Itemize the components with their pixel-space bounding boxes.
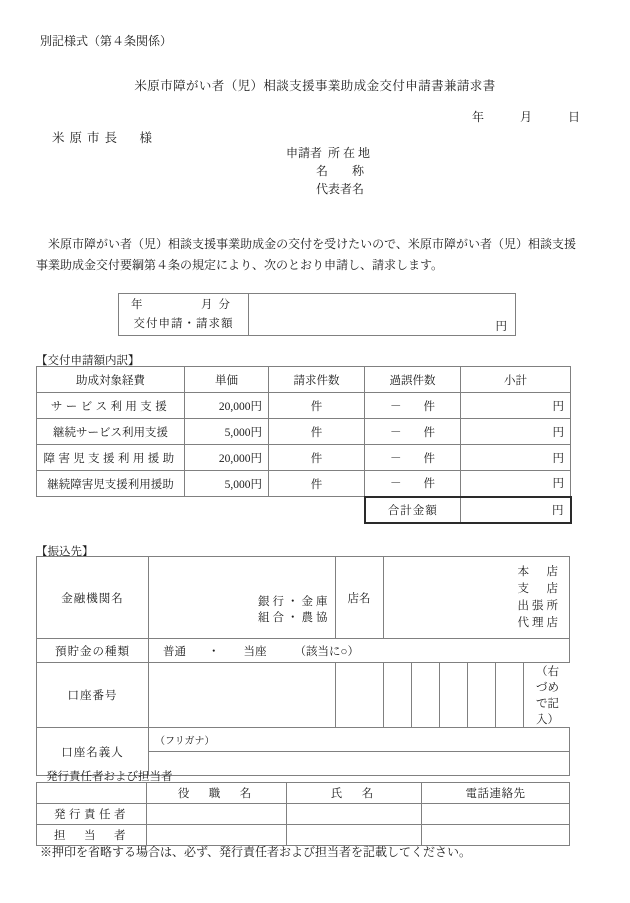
account-number-label: 口座番号 <box>37 663 149 728</box>
applicant-row-representative <box>286 180 370 198</box>
amount-request-label-line2: 交付申請・請求額 <box>133 317 234 330</box>
table-row-total <box>37 497 571 523</box>
issuer-col-name: 氏 名 <box>287 783 422 804</box>
bank-branch-kind-2: 出張所 <box>517 599 561 612</box>
breakdown-subtotal-unit-1: 円 <box>552 426 564 439</box>
breakdown-error-0[interactable] <box>365 393 461 419</box>
table-row <box>119 294 516 336</box>
breakdown-error-unit-0: 件 <box>423 400 435 413</box>
issuer-row-label-1: 担 当 者 <box>37 825 147 846</box>
applicant-representative-label: 代表者名 <box>316 182 365 196</box>
account-holder-label: 口座名義人 <box>37 728 149 776</box>
breakdown-price-2: 20,000円 <box>185 445 269 471</box>
issuer-col-tel: 電話連絡先 <box>422 783 570 804</box>
breakdown-subtotal-3[interactable] <box>461 471 571 497</box>
footnote: ※押印を省略する場合は、必ず、発行責任者および担当者を記載してください。 <box>40 845 472 859</box>
breakdown-claim-unit-2: 件 <box>310 452 323 465</box>
bank-branch-value-cell[interactable] <box>383 557 570 639</box>
bank-kinds-line2: 組合・農協 <box>258 611 331 624</box>
breakdown-claim-0[interactable] <box>269 393 365 419</box>
account-digit-2[interactable] <box>384 663 412 727</box>
amount-request-value-cell[interactable] <box>249 294 516 336</box>
breakdown-col-item: 助成対象経費 <box>37 367 185 393</box>
breakdown-table <box>36 366 572 524</box>
bank-table <box>36 556 570 776</box>
document-title: 米原市障がい者（児）相談支援事業助成金交付申請書兼請求書 <box>134 79 496 93</box>
breakdown-item-1: 継続サービス利用支援 <box>37 419 185 445</box>
bank-branch-kind-0: 本 店 <box>517 565 561 578</box>
issuer-col-post: 役 職 名 <box>147 783 287 804</box>
account-digit-1[interactable] <box>335 663 383 728</box>
breakdown-claim-3[interactable] <box>269 471 365 497</box>
account-digit-4[interactable] <box>440 663 468 727</box>
issuer-name-0[interactable] <box>287 804 422 825</box>
breakdown-col-error: 過誤件数 <box>365 367 461 393</box>
account-digits-group <box>383 663 570 728</box>
furigana-label: （フリガナ） <box>155 736 215 747</box>
breakdown-subtotal-0[interactable] <box>461 393 571 419</box>
account-digit-3[interactable] <box>412 663 440 727</box>
bank-institution-value-cell[interactable] <box>149 557 336 639</box>
breakdown-error-dash-1: － <box>390 426 402 439</box>
deposit-option-current[interactable]: 当座 <box>243 645 267 658</box>
deposit-option-ordinary[interactable]: 普通 <box>163 645 186 658</box>
breakdown-error-2[interactable] <box>365 445 461 471</box>
table-row <box>37 419 571 445</box>
breakdown-subtotal-2[interactable] <box>461 445 571 471</box>
breakdown-total-unit: 円 <box>552 504 564 517</box>
deposit-note: （該当に○） <box>294 645 359 658</box>
applicant-block <box>286 144 370 198</box>
table-row <box>37 728 570 752</box>
amount-request-label-line1: 年 月分 <box>131 298 236 311</box>
issuer-post-0[interactable] <box>147 804 287 825</box>
account-digit-6[interactable] <box>496 663 524 727</box>
applicant-address-label: 所 在 地 <box>328 146 371 160</box>
bank-institution-label: 金融機関名 <box>37 557 149 639</box>
body-paragraph-text: 米原市障がい者（児）相談支援事業助成金の交付を受けたいので、米原市障がい者（児）相談支援事業助成金交付要綱第４条の規定により、次のとおり申請し、請求します。 <box>36 237 576 272</box>
addressee: 米原市長 様 <box>52 131 158 145</box>
table-row <box>37 804 570 825</box>
deposit-type-options[interactable] <box>149 639 570 663</box>
table-header-row <box>37 367 571 393</box>
table-row <box>37 557 570 639</box>
issuer-table <box>36 782 570 846</box>
account-digit-0[interactable] <box>149 663 336 728</box>
breakdown-subtotal-unit-0: 円 <box>552 400 564 413</box>
account-digits-row <box>384 663 570 727</box>
breakdown-error-unit-1: 件 <box>423 426 435 439</box>
amount-request-table <box>118 293 516 336</box>
breakdown-col-price: 単価 <box>185 367 269 393</box>
issuer-tel-0[interactable] <box>422 804 570 825</box>
date-line: 年 月 日 <box>471 110 580 124</box>
breakdown-price-3: 5,000円 <box>185 471 269 497</box>
breakdown-claim-2[interactable] <box>269 445 365 471</box>
breakdown-item-0: サービス利用支援 <box>37 393 185 419</box>
breakdown-subtotal-unit-3: 円 <box>552 478 564 491</box>
breakdown-error-3[interactable] <box>365 471 461 497</box>
bank-caption: 【振込先】 <box>36 546 94 558</box>
breakdown-error-dash-3: － <box>390 478 402 491</box>
breakdown-col-subtotal: 小計 <box>461 367 571 393</box>
breakdown-error-dash-2: － <box>390 452 402 465</box>
table-row <box>37 663 570 728</box>
breakdown-error-dash-0: － <box>390 400 402 413</box>
breakdown-error-unit-2: 件 <box>423 452 435 465</box>
deposit-separator: ・ <box>208 645 220 658</box>
form-code: 別記様式（第４条関係） <box>40 34 173 48</box>
breakdown-claim-1[interactable] <box>269 419 365 445</box>
bank-branch-label: 店名 <box>335 557 383 639</box>
table-row <box>37 393 571 419</box>
bank-branch-kind-3: 代理店 <box>517 616 561 629</box>
breakdown-price-0: 20,000円 <box>185 393 269 419</box>
table-row <box>37 471 571 497</box>
applicant-name-label: 名 称 <box>316 164 365 178</box>
breakdown-total-spacer-2 <box>185 497 269 523</box>
applicant-row-name <box>286 162 370 180</box>
table-row <box>37 639 570 663</box>
breakdown-price-1: 5,000円 <box>185 419 269 445</box>
body-paragraph <box>36 234 576 276</box>
breakdown-subtotal-unit-2: 円 <box>552 452 564 465</box>
issuer-caption: 発行責任者および担当者 <box>46 771 173 783</box>
account-holder-name-cell[interactable] <box>149 752 570 776</box>
table-row <box>37 445 571 471</box>
issuer-row-label-0: 発行責任者 <box>37 804 147 825</box>
applicant-row-address <box>286 144 370 162</box>
breakdown-item-3: 継続障害児支援利用援助 <box>37 471 185 497</box>
bank-branch-kind-1: 支 店 <box>517 582 561 595</box>
breakdown-error-1[interactable] <box>365 419 461 445</box>
account-holder-furigana-cell[interactable] <box>149 728 570 752</box>
amount-request-label <box>119 294 249 336</box>
account-digit-5[interactable] <box>468 663 496 727</box>
breakdown-caption: 【交付申請額内訳】 <box>36 355 140 367</box>
issuer-col-blank <box>37 783 147 804</box>
breakdown-item-2: 障害児支援利用援助 <box>37 445 185 471</box>
breakdown-total-label: 合計金額 <box>365 497 461 523</box>
deposit-type-label: 預貯金の種類 <box>37 639 149 663</box>
breakdown-col-claim: 請求件数 <box>269 367 365 393</box>
account-number-note: （右づめで記入） <box>524 663 570 727</box>
applicant-label: 申請者 <box>286 146 323 160</box>
breakdown-total-spacer-1 <box>37 497 185 523</box>
table-header-row <box>37 783 570 804</box>
bank-kinds-line1: 銀行・金庫 <box>258 595 331 608</box>
amount-request-unit: 円 <box>495 320 507 333</box>
breakdown-subtotal-1[interactable] <box>461 419 571 445</box>
breakdown-total-spacer-3 <box>269 497 365 523</box>
breakdown-error-unit-3: 件 <box>423 478 435 491</box>
breakdown-total-value-cell[interactable] <box>461 497 571 523</box>
breakdown-claim-unit-3: 件 <box>310 478 323 491</box>
breakdown-claim-unit-0: 件 <box>310 400 323 413</box>
breakdown-claim-unit-1: 件 <box>310 426 323 439</box>
